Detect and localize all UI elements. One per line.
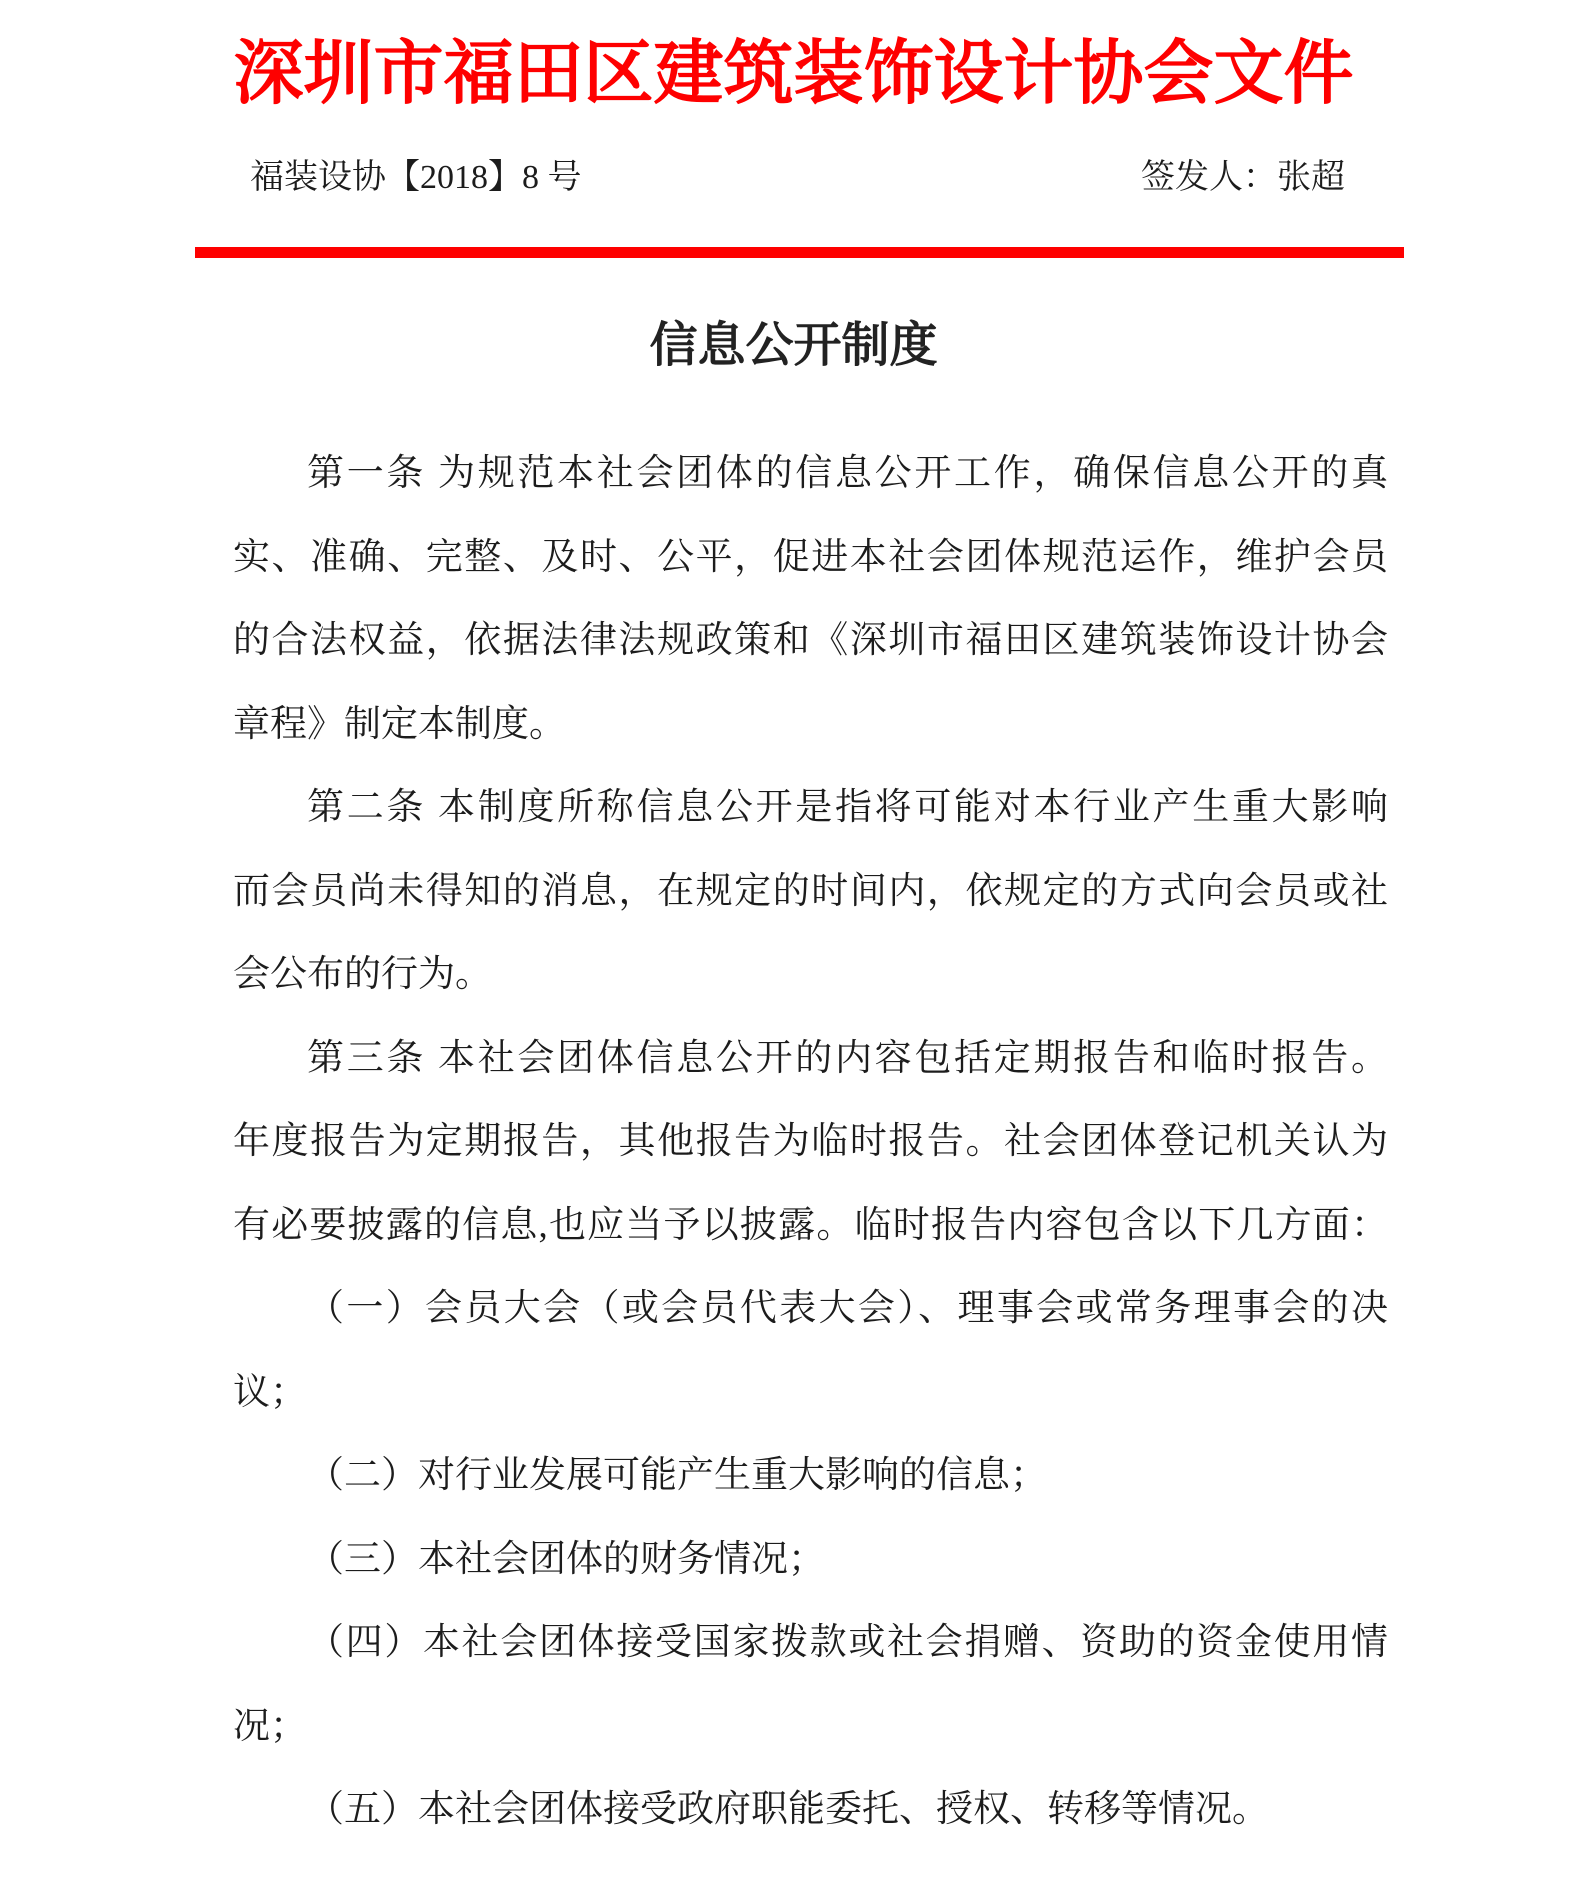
body-line: 实、准确、完整、及时、公平，促进本社会团体规范运作，维护会员	[233, 536, 1388, 578]
document-body	[233, 432, 1388, 1852]
red-divider-rule	[195, 247, 1404, 258]
signer: 签发人：张超	[1141, 159, 1345, 196]
document-title: 信息公开制度	[649, 319, 938, 372]
body-line: 第三条 本社会团体信息公开的内容包括定期报告和临时报告。	[307, 1037, 1388, 1079]
body-line: 况；	[233, 1705, 307, 1747]
body-line: （一）会员大会（或会员代表大会）、理事会或常务理事会的决	[307, 1288, 1388, 1329]
body-line: （三）本社会团体的财务情况；	[307, 1538, 825, 1580]
body-line: 而会员尚未得知的消息，在规定的时间内，依规定的方式向会员或社	[233, 870, 1388, 912]
body-line: 有必要披露的信息,也应当予以披露。临时报告内容包含以下几方面：	[233, 1204, 1388, 1246]
body-line: 章程》制定本制度。	[233, 703, 566, 745]
body-line: （四）本社会团体接受国家拨款或社会捐赠、资助的资金使用情	[307, 1622, 1388, 1663]
body-line: 第一条 为规范本社会团体的信息公开工作，确保信息公开的真	[307, 453, 1388, 494]
doc-info-row	[250, 156, 1345, 200]
org-letterhead-title: 深圳市福田区建筑装饰设计协会文件	[233, 36, 1354, 113]
body-line: 年度报告为定期报告，其他报告为临时报告。社会团体登记机关认为	[233, 1121, 1388, 1162]
doc-number: 福装设协【2018】8 号	[250, 159, 582, 196]
body-line: 议；	[233, 1371, 307, 1413]
body-line: （二）对行业发展可能产生重大影响的信息；	[307, 1455, 1047, 1496]
body-line: 会公布的行为。	[233, 954, 492, 995]
body-line: 的合法权益，依据法律法规政策和《深圳市福田区建筑装饰设计协会	[233, 620, 1388, 661]
body-line: 第二条 本制度所称信息公开是指将可能对本行业产生重大影响	[307, 787, 1388, 828]
body-line: （五）本社会团体接受政府职能委托、授权、转移等情况。	[307, 1789, 1269, 1830]
